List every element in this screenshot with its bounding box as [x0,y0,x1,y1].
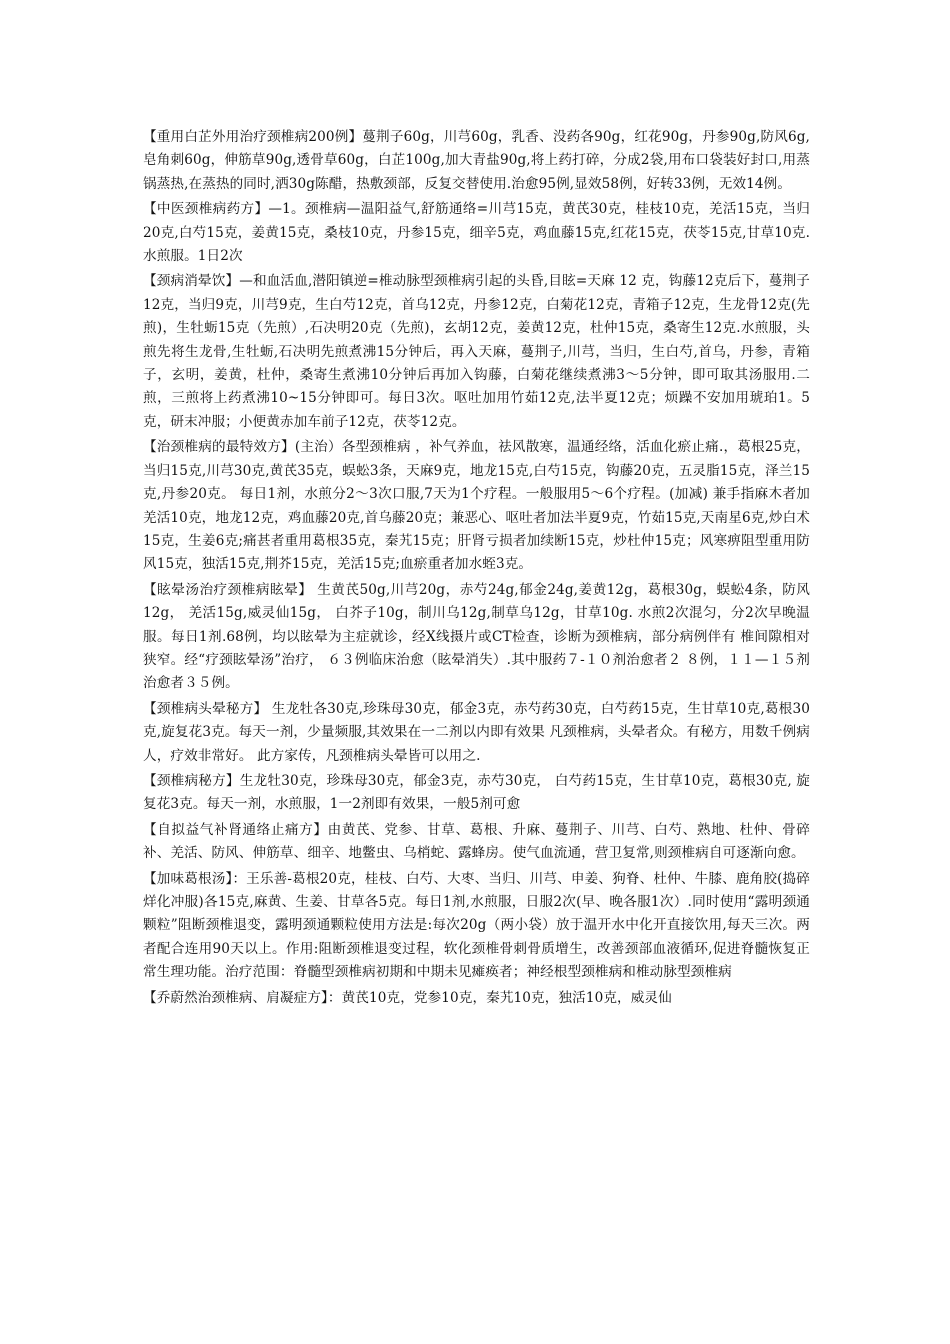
document-page [143,126,810,1012]
recipe-paragraph [143,270,810,434]
recipe-heading: 【重用白芷外用治疗颈椎病200例】 [143,129,363,145]
recipe-body: —1。颈椎病—温阳益气,舒筋通络=川芎15克，黄芪30克，桂枝10克，羌活15克，当归20克,白芍15克，姜黄15克，桑枝10克，丹参15克，细辛5克，鸡血藤15克,红花15克，茯苓15克,甘草10克.水煎服。1日2次 [143,201,810,265]
recipe-body: (主治）各型颈椎病 ，补气养血，祛风散寒，温通经络，活血化瘀止痛.，葛根25克，当归15克,川芎30克,黄芪35克，蜈蚣3条，天麻9克，地龙15克,白芍15克，钩藤20克，五灵脂15克，泽兰15克,丹参20克。 每日1剂，水煎分2～3次口服,7天为1个疗程。一般服用5～6个疗程。(加减) 兼手指麻木者加羌活10克，地龙12克，鸡血藤20克,首乌藤20克；兼恶心、呕吐者加法半夏9克，竹茹15克,天南星6克,炒白术15克，生姜6克;痛甚者重用葛根35克，秦艽15克；肝肾亏损者加续断15克，炒杜仲15克；风寒痹阻型重用防风15克，独活15克,荆芥15克，羌活15克;血瘀重者加水蛭3克。 [143,439,810,573]
recipe-paragraph [143,987,810,1010]
recipe-heading: 【颈椎病秘方】 [143,772,240,789]
recipe-paragraph [143,436,810,576]
recipe-heading: 【中医颈椎病药方】 [143,201,269,218]
recipe-heading: 【自拟益气补肾通络止痛方】 [143,821,328,838]
recipe-body: ：黄芪10克，党参10克，秦艽10克，独活10克，威灵仙 [327,989,672,1006]
recipe-heading: 【眩晕汤治疗颈椎病眩晕】 [143,581,313,598]
recipe-paragraph [143,579,810,696]
recipe-body: 生龙牡30克，珍珠母30克，郁金3克，赤芍30克， 白芍药15克，生甘草10克，葛根30克, 旋复花3克。每天一剂，水煎服，1一2剂即有效果，一般5剂可愈 [143,772,810,813]
recipe-paragraph [143,126,810,196]
recipe-heading: 【颈椎病头晕秘方】 [143,700,268,717]
recipe-paragraph [143,868,810,985]
recipe-body: ：王乐善-葛根20克，桂枝、白芍、大枣、当归、川芎、申姜、狗脊、杜仲、牛膝、鹿角胶(捣碎烊化冲服)各15克,麻黄、生姜、甘草各5克。每日1剂,水煎服，日服2次(早、晚各服1次）.同时使用“露明颈通颗粒”阻断颈椎退变，露明颈通颗粒使用方法是:每次20g（两小袋）放于温开水中化开直接饮用,每天三次。两者配合连用90天以上。作用:阻断颈椎退变过程，软化颈椎骨刺骨质增生，改善颈部血液循环,促进脊髓恢复正常生理功能。治疗范围：脊髓型颈椎病初期和中期未见瘫痪者；神经根型颈椎病和椎动脉型颈椎病 [143,870,811,981]
recipe-heading: 【乔蔚然治颈椎病、肩凝症方】 [143,989,328,1006]
recipe-paragraph [143,198,810,268]
recipe-body: —和血活血,潜阳镇逆=椎动脉型颈椎病引起的头昏,目眩=天麻 12 克，钩藤12克后下，蔓荆子12克，当归9克，川芎9克，生白芍12克，首乌12克，丹参12克，白菊花12克，青箱子12克，生龙骨12克(先煎)，生牡蛎15克（先煎）,石决明20克（先煎)，玄胡12克，姜黄12克，杜仲15克，桑寄生12克.水煎服，头煎先将生龙骨,生牡蛎,石决明先煎煮沸15分钟后，再入天麻，蔓荆子,川芎，当归，生白芍,首乌，丹参，青箱子，玄明，姜黄，杜仲，桑寄生煮沸10分钟后再加入钩藤，白菊花继续煮沸3～5分钟，即可取其汤服用.二煎，三煎将上药煮沸10~15分钟即可。每日3次。呕吐加用竹茹12克,法半夏12克；烦躁不安加用琥珀1。5克，研末冲服；小便黄赤加车前子12克，茯苓12克。 [143,273,810,430]
recipe-body: 由黄芪、党参、甘草、葛根、升麻、蔓荆子、川芎、白芍、熟地、杜仲、骨碎补、羌活、防风、伸筋草、细辛、地鳖虫、乌梢蛇、露蜂房。使气血流通，营卫复常,则颈椎病自可逐渐向愈。 [143,821,810,862]
recipe-heading: 【治颈椎病的最特效方】 [143,439,295,456]
recipe-heading: 【加味葛根汤】 [143,870,233,887]
recipe-body: 蔓荆子60g，川芎60g，乳香、没药各90g，红花90g，丹参90g,防风6g,皂角刺60g，伸筋草90g,透骨草60g，白芷100g,加大青盐90g,将上药打碎，分成2袋,用布口袋装好封口,用蒸锅蒸热,在蒸热的同时,洒30g陈醋，热敷颈部，反复交替使用.治愈95例,显效58例，好转33例，无效14例。 [143,129,810,192]
recipe-heading: 【颈病消晕饮】 [143,273,240,290]
recipe-body: 生黄芪50g,川芎20g，赤芍24g,郁金24g,姜黄12g，葛根30g，蜈蚣4条，防风12g， 羌活15g,威灵仙15g， 白芥子10g，制川乌12g,制草乌12g，甘草10g. 水煎2次混匀，分2次早晚温服。每日1剂.68例，均以眩晕为主症就诊，经X线摄片或CT检查，诊断为颈椎病，部分病例伴有 椎间隙相对狭窄。经“疗颈眩晕汤”治疗， ６３例临床治愈（眩晕消失）.其中服药７-１０剂治愈者２ ８例，１１—１５剂治愈者３５例。 [143,581,810,692]
recipe-paragraph [143,770,810,817]
recipe-paragraph [143,698,810,768]
recipe-body: 生龙牡各30克,珍珠母30克，郁金3克，赤芍药30克，白芍药15克，生甘草10克,葛根30克,旋复花3克。每天一剂，少量频服,其效果在一二剂以内即有效果 凡颈椎病，头晕者众。有秘方，用数千例病人，疗效非常好。 此方家传，凡颈椎病头晕皆可以用之. [143,700,810,764]
recipe-paragraph [143,819,810,866]
